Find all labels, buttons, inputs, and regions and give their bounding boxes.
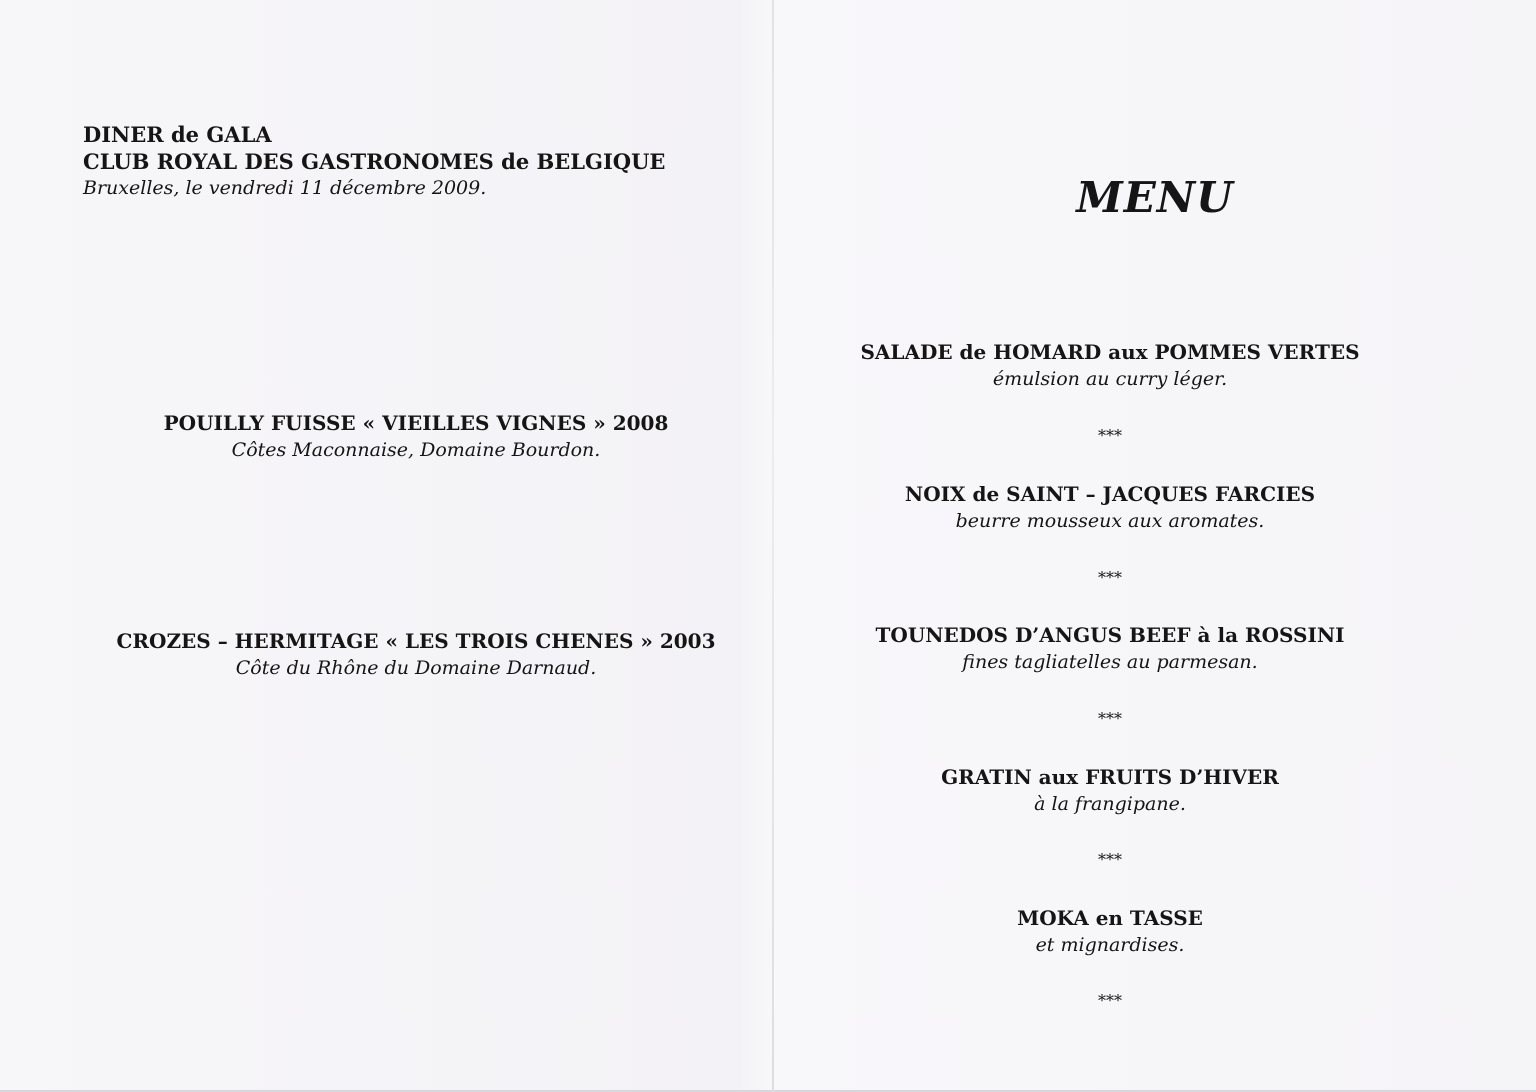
event-title: DINER de GALA: [83, 122, 272, 147]
wine-item: [30, 628, 802, 682]
course-description: à la frangipane.: [1034, 793, 1186, 815]
course-item: [774, 764, 1446, 818]
club-name: CLUB ROYAL DES GASTRONOMES de BELGIQUE: [83, 149, 666, 174]
course-name: GRATIN aux FRUITS D’HIVER: [941, 765, 1279, 789]
course-separator: ***: [1098, 991, 1122, 1010]
course-description: fines tagliatelles au parmesan.: [962, 651, 1258, 673]
event-header: [83, 121, 665, 202]
course-separator: ***: [1098, 426, 1122, 445]
course-description: et mignardises.: [1035, 934, 1185, 956]
course-name: MOKA en TASSE: [1017, 906, 1203, 930]
event-date: Bruxelles, le vendredi 11 décembre 2009.: [83, 177, 487, 199]
wine-name: CROZES – HERMITAGE « LES TROIS CHENES » 2003: [116, 629, 716, 653]
course-item: [774, 339, 1446, 393]
wine-name: POUILLY FUISSE « VIEILLES VIGNES » 2008: [163, 411, 669, 435]
course-item: [774, 481, 1446, 535]
course-name: SALADE de HOMARD aux POMMES VERTES: [860, 340, 1360, 364]
wine-description: Côte du Rhône du Domaine Darnaud.: [235, 657, 597, 679]
course-separator: ***: [1098, 568, 1122, 587]
course-separator: ***: [1098, 850, 1122, 869]
course-description: beurre mousseux aux aromates.: [955, 510, 1265, 532]
right-page: [774, 0, 1536, 1092]
course-item: [774, 622, 1446, 676]
course-name: NOIX de SAINT – JACQUES FARCIES: [904, 482, 1316, 506]
wine-description: Côtes Maconnaise, Domaine Bourdon.: [231, 439, 601, 461]
menu-title: MENU: [1076, 173, 1234, 222]
course-description: émulsion au curry léger.: [992, 368, 1228, 390]
course-name: TOUNEDOS D’ANGUS BEEF à la ROSSINI: [875, 623, 1345, 647]
course-separator: ***: [1098, 709, 1122, 728]
course-item: [774, 905, 1446, 959]
wine-item: [30, 410, 802, 464]
